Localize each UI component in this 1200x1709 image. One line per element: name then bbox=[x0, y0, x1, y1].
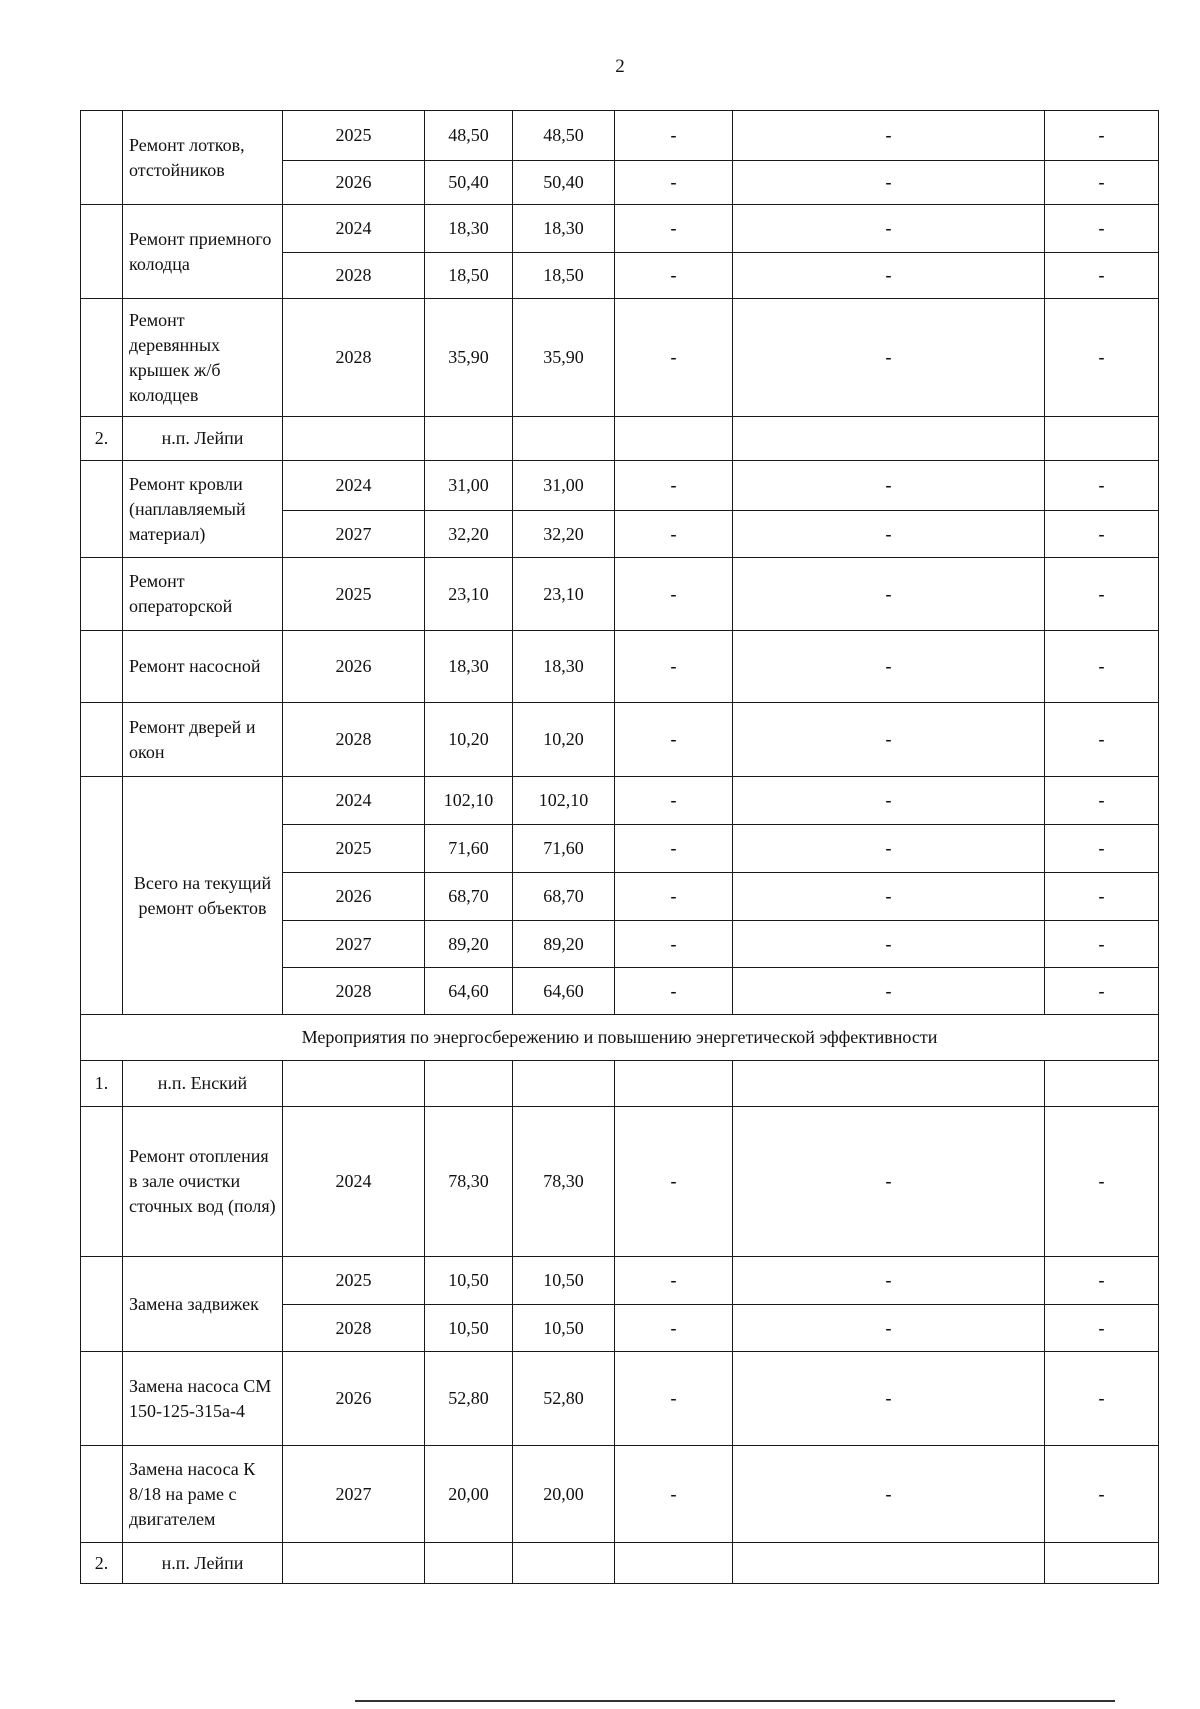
year-cell: 2026 bbox=[283, 1352, 425, 1446]
local-budget-cell: 102,10 bbox=[513, 777, 615, 825]
source-1-cell: - bbox=[615, 921, 733, 968]
location-name: н.п. Лейпи bbox=[123, 417, 283, 461]
row-number-cell bbox=[81, 631, 123, 703]
empty-cell bbox=[615, 417, 733, 461]
local-budget-cell: 68,70 bbox=[513, 873, 615, 921]
empty-cell bbox=[283, 1543, 425, 1584]
section-title: Мероприятия по энергосбережению и повышению энергетической эффективности bbox=[81, 1015, 1159, 1061]
year-cell: 2025 bbox=[283, 825, 425, 873]
source-2-cell: - bbox=[733, 1107, 1045, 1257]
source-3-cell: - bbox=[1045, 461, 1159, 511]
year-cell: 2028 bbox=[283, 253, 425, 299]
year-cell: 2028 bbox=[283, 968, 425, 1015]
item-name: Ремонт насосной bbox=[123, 631, 283, 703]
source-2-cell: - bbox=[733, 1257, 1045, 1305]
year-cell: 2028 bbox=[283, 1305, 425, 1352]
year-cell: 2025 bbox=[283, 1257, 425, 1305]
item-name: Замена задвижек bbox=[123, 1257, 283, 1352]
source-3-cell: - bbox=[1045, 968, 1159, 1015]
total-amount-cell: 31,00 bbox=[425, 461, 513, 511]
item-name: Ремонт дверей и окон bbox=[123, 703, 283, 777]
total-amount-cell: 10,50 bbox=[425, 1257, 513, 1305]
item-name: Ремонт приемного колодца bbox=[123, 205, 283, 299]
row-number-cell bbox=[81, 1352, 123, 1446]
location-row bbox=[81, 1061, 1159, 1107]
year-cell: 2027 bbox=[283, 1446, 425, 1543]
row-number-cell bbox=[81, 1257, 123, 1352]
source-3-cell: - bbox=[1045, 777, 1159, 825]
source-1-cell: - bbox=[615, 1446, 733, 1543]
year-cell: 2025 bbox=[283, 111, 425, 161]
source-1-cell: - bbox=[615, 461, 733, 511]
location-number: 2. bbox=[81, 1543, 123, 1584]
footer-divider bbox=[355, 1700, 1115, 1702]
table-row bbox=[81, 299, 1159, 417]
location-name: н.п. Енский bbox=[123, 1061, 283, 1107]
budget-table bbox=[80, 110, 1159, 1584]
empty-cell bbox=[425, 1061, 513, 1107]
total-amount-cell: 35,90 bbox=[425, 299, 513, 417]
source-1-cell: - bbox=[615, 558, 733, 631]
total-amount-cell: 10,20 bbox=[425, 703, 513, 777]
local-budget-cell: 32,20 bbox=[513, 511, 615, 558]
row-number-cell bbox=[81, 1107, 123, 1257]
item-name: Ремонт лотков, отстойников bbox=[123, 111, 283, 205]
empty-cell bbox=[425, 1543, 513, 1584]
local-budget-cell: 78,30 bbox=[513, 1107, 615, 1257]
total-amount-cell: 23,10 bbox=[425, 558, 513, 631]
local-budget-cell: 50,40 bbox=[513, 161, 615, 205]
empty-cell bbox=[615, 1543, 733, 1584]
source-3-cell: - bbox=[1045, 111, 1159, 161]
table-row bbox=[81, 558, 1159, 631]
source-3-cell: - bbox=[1045, 558, 1159, 631]
empty-cell bbox=[513, 1061, 615, 1107]
total-amount-cell: 89,20 bbox=[425, 921, 513, 968]
empty-cell bbox=[283, 417, 425, 461]
total-amount-cell: 68,70 bbox=[425, 873, 513, 921]
item-name: Замена насоса СМ 150-125-315а-4 bbox=[123, 1352, 283, 1446]
source-3-cell: - bbox=[1045, 161, 1159, 205]
empty-cell bbox=[615, 1061, 733, 1107]
total-row bbox=[81, 777, 1159, 825]
location-number: 2. bbox=[81, 417, 123, 461]
year-cell: 2025 bbox=[283, 558, 425, 631]
local-budget-cell: 18,30 bbox=[513, 205, 615, 253]
table-row bbox=[81, 1107, 1159, 1257]
source-2-cell: - bbox=[733, 558, 1045, 631]
year-cell: 2027 bbox=[283, 921, 425, 968]
source-2-cell: - bbox=[733, 873, 1045, 921]
source-1-cell: - bbox=[615, 968, 733, 1015]
local-budget-cell: 18,50 bbox=[513, 253, 615, 299]
source-3-cell: - bbox=[1045, 299, 1159, 417]
source-1-cell: - bbox=[615, 205, 733, 253]
total-amount-cell: 71,60 bbox=[425, 825, 513, 873]
table-row bbox=[81, 703, 1159, 777]
total-amount-cell: 10,50 bbox=[425, 1305, 513, 1352]
local-budget-cell: 10,50 bbox=[513, 1305, 615, 1352]
total-amount-cell: 48,50 bbox=[425, 111, 513, 161]
local-budget-cell: 18,30 bbox=[513, 631, 615, 703]
row-number-cell bbox=[81, 299, 123, 417]
page-number: 2 bbox=[615, 56, 625, 77]
source-2-cell: - bbox=[733, 299, 1045, 417]
table-row bbox=[81, 1257, 1159, 1305]
row-number-cell bbox=[81, 111, 123, 205]
year-cell: 2026 bbox=[283, 873, 425, 921]
source-2-cell: - bbox=[733, 703, 1045, 777]
source-3-cell: - bbox=[1045, 703, 1159, 777]
row-number-cell bbox=[81, 777, 123, 1015]
source-3-cell: - bbox=[1045, 253, 1159, 299]
local-budget-cell: 89,20 bbox=[513, 921, 615, 968]
source-3-cell: - bbox=[1045, 921, 1159, 968]
local-budget-cell: 23,10 bbox=[513, 558, 615, 631]
total-amount-cell: 52,80 bbox=[425, 1352, 513, 1446]
source-2-cell: - bbox=[733, 825, 1045, 873]
source-3-cell: - bbox=[1045, 873, 1159, 921]
year-cell: 2028 bbox=[283, 703, 425, 777]
item-name: Ремонт деревянных крышек ж/б колодцев bbox=[123, 299, 283, 417]
source-1-cell: - bbox=[615, 111, 733, 161]
table-row bbox=[81, 111, 1159, 161]
location-row bbox=[81, 417, 1159, 461]
source-3-cell: - bbox=[1045, 1446, 1159, 1543]
source-2-cell: - bbox=[733, 1446, 1045, 1543]
year-cell: 2024 bbox=[283, 1107, 425, 1257]
source-1-cell: - bbox=[615, 511, 733, 558]
total-amount-cell: 18,50 bbox=[425, 253, 513, 299]
table-row bbox=[81, 205, 1159, 253]
year-cell: 2024 bbox=[283, 461, 425, 511]
empty-cell bbox=[733, 417, 1045, 461]
source-1-cell: - bbox=[615, 299, 733, 417]
source-3-cell: - bbox=[1045, 1107, 1159, 1257]
source-3-cell: - bbox=[1045, 825, 1159, 873]
row-number-cell bbox=[81, 703, 123, 777]
source-3-cell: - bbox=[1045, 1257, 1159, 1305]
local-budget-cell: 52,80 bbox=[513, 1352, 615, 1446]
local-budget-cell: 10,50 bbox=[513, 1257, 615, 1305]
source-1-cell: - bbox=[615, 631, 733, 703]
source-2-cell: - bbox=[733, 1352, 1045, 1446]
source-3-cell: - bbox=[1045, 205, 1159, 253]
location-row bbox=[81, 1543, 1159, 1584]
empty-cell bbox=[425, 417, 513, 461]
source-1-cell: - bbox=[615, 1107, 733, 1257]
source-2-cell: - bbox=[733, 253, 1045, 299]
total-amount-cell: 20,00 bbox=[425, 1446, 513, 1543]
source-1-cell: - bbox=[615, 161, 733, 205]
source-1-cell: - bbox=[615, 1352, 733, 1446]
local-budget-cell: 48,50 bbox=[513, 111, 615, 161]
source-1-cell: - bbox=[615, 253, 733, 299]
year-cell: 2024 bbox=[283, 205, 425, 253]
empty-cell bbox=[283, 1061, 425, 1107]
source-2-cell: - bbox=[733, 777, 1045, 825]
source-1-cell: - bbox=[615, 777, 733, 825]
source-2-cell: - bbox=[733, 921, 1045, 968]
total-label: Всего на текущий ремонт объектов bbox=[123, 777, 283, 1015]
source-3-cell: - bbox=[1045, 511, 1159, 558]
local-budget-cell: 35,90 bbox=[513, 299, 615, 417]
empty-cell bbox=[733, 1543, 1045, 1584]
total-amount-cell: 18,30 bbox=[425, 631, 513, 703]
local-budget-cell: 64,60 bbox=[513, 968, 615, 1015]
source-2-cell: - bbox=[733, 205, 1045, 253]
item-name: Ремонт отопления в зале очистки сточных вод (поля) bbox=[123, 1107, 283, 1257]
source-3-cell: - bbox=[1045, 631, 1159, 703]
source-2-cell: - bbox=[733, 1305, 1045, 1352]
empty-cell bbox=[1045, 1543, 1159, 1584]
empty-cell bbox=[513, 1543, 615, 1584]
source-2-cell: - bbox=[733, 111, 1045, 161]
empty-cell bbox=[733, 1061, 1045, 1107]
row-number-cell bbox=[81, 1446, 123, 1543]
local-budget-cell: 31,00 bbox=[513, 461, 615, 511]
table-row bbox=[81, 461, 1159, 511]
empty-cell bbox=[513, 417, 615, 461]
year-cell: 2026 bbox=[283, 161, 425, 205]
source-2-cell: - bbox=[733, 968, 1045, 1015]
total-amount-cell: 50,40 bbox=[425, 161, 513, 205]
year-cell: 2026 bbox=[283, 631, 425, 703]
source-1-cell: - bbox=[615, 703, 733, 777]
table-row bbox=[81, 631, 1159, 703]
total-amount-cell: 18,30 bbox=[425, 205, 513, 253]
location-number: 1. bbox=[81, 1061, 123, 1107]
section-header-row bbox=[81, 1015, 1159, 1061]
item-name: Ремонт операторской bbox=[123, 558, 283, 631]
location-name: н.п. Лейпи bbox=[123, 1543, 283, 1584]
total-amount-cell: 78,30 bbox=[425, 1107, 513, 1257]
source-2-cell: - bbox=[733, 631, 1045, 703]
total-amount-cell: 102,10 bbox=[425, 777, 513, 825]
empty-cell bbox=[1045, 1061, 1159, 1107]
total-amount-cell: 64,60 bbox=[425, 968, 513, 1015]
source-1-cell: - bbox=[615, 1257, 733, 1305]
source-3-cell: - bbox=[1045, 1352, 1159, 1446]
source-3-cell: - bbox=[1045, 1305, 1159, 1352]
item-name: Замена насоса К 8/18 на раме с двигателем bbox=[123, 1446, 283, 1543]
empty-cell bbox=[1045, 417, 1159, 461]
year-cell: 2027 bbox=[283, 511, 425, 558]
year-cell: 2024 bbox=[283, 777, 425, 825]
source-2-cell: - bbox=[733, 461, 1045, 511]
table-row bbox=[81, 1446, 1159, 1543]
source-1-cell: - bbox=[615, 873, 733, 921]
source-2-cell: - bbox=[733, 161, 1045, 205]
table-body bbox=[81, 111, 1159, 1584]
local-budget-cell: 71,60 bbox=[513, 825, 615, 873]
source-1-cell: - bbox=[615, 825, 733, 873]
source-2-cell: - bbox=[733, 511, 1045, 558]
local-budget-cell: 20,00 bbox=[513, 1446, 615, 1543]
source-1-cell: - bbox=[615, 1305, 733, 1352]
row-number-cell bbox=[81, 205, 123, 299]
row-number-cell bbox=[81, 558, 123, 631]
local-budget-cell: 10,20 bbox=[513, 703, 615, 777]
item-name: Ремонт кровли (наплавляемый материал) bbox=[123, 461, 283, 558]
table-row bbox=[81, 1352, 1159, 1446]
row-number-cell bbox=[81, 461, 123, 558]
total-amount-cell: 32,20 bbox=[425, 511, 513, 558]
year-cell: 2028 bbox=[283, 299, 425, 417]
